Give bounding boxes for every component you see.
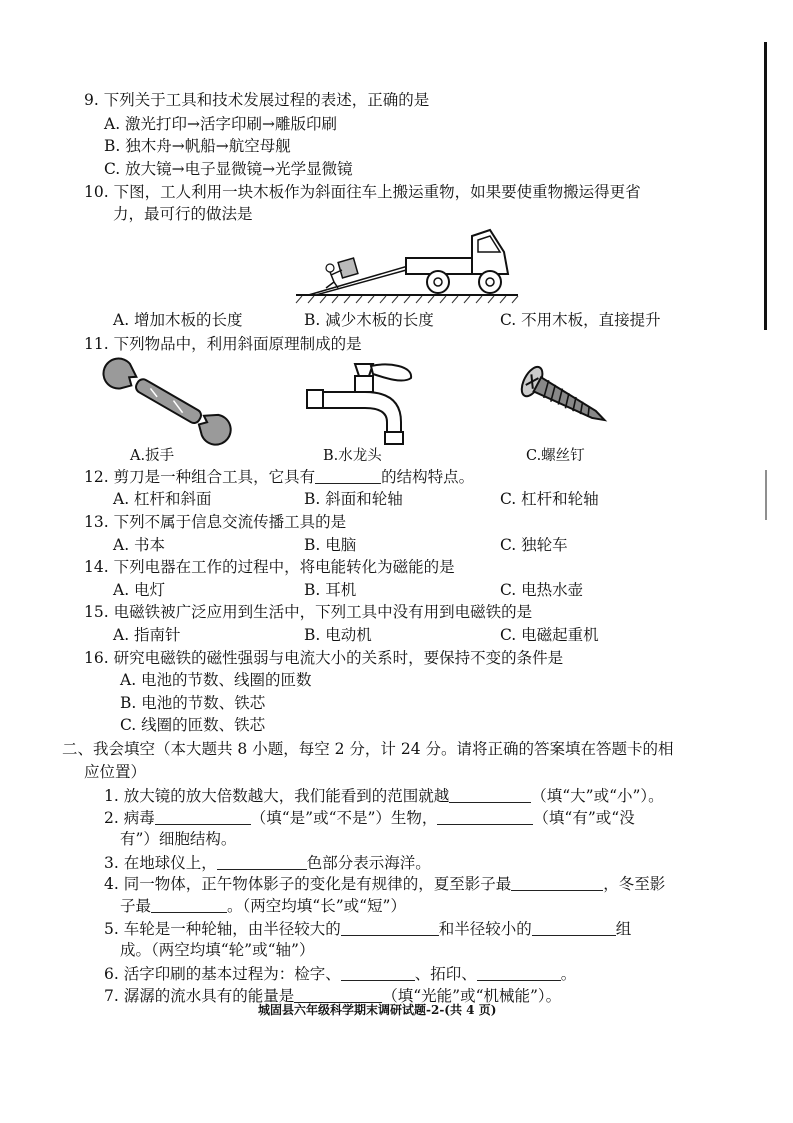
q13-stem: 13. 下列不属于信息交流传播工具的是 <box>84 513 347 531</box>
q15-option-c: C. 电磁起重机 <box>500 626 599 644</box>
q14-stem: 14. 下列电器在工作的过程中，将电能转化为磁能的是 <box>84 558 455 576</box>
fill-q1-blank[interactable] <box>449 788 531 803</box>
fill-q2-line2: 有”）细胞结构。 <box>120 830 237 848</box>
q11-option-b: B.水龙头 <box>323 448 382 464</box>
fill-q3-blank[interactable] <box>217 855 307 870</box>
truck-ramp-illustration <box>290 222 530 304</box>
q16-option-c: C. 线圈的匝数、铁芯 <box>120 716 266 734</box>
fill-q6-blank-1[interactable] <box>341 966 415 981</box>
q16-stem: 16. 研究电磁铁的磁性强弱与电流大小的关系时，要保持不变的条件是 <box>84 649 564 667</box>
q13-option-b: B. 电脑 <box>304 536 357 554</box>
q13-option-a: A. 书本 <box>113 536 166 554</box>
scan-edge-line-lower <box>765 470 767 520</box>
fill-q2 <box>104 810 635 827</box>
q14-option-a: A. 电灯 <box>113 581 166 599</box>
screw-icon <box>514 362 612 434</box>
q12-answer-blank[interactable] <box>315 469 381 484</box>
fill-q6-post: 。 <box>560 965 577 983</box>
fill-q5-line2: 成。（两空均填“轮”或“轴”） <box>120 941 315 959</box>
q10-stem-line1: 10. 下图，工人利用一块木板作为斜面往车上搬运重物，如果要使重物搬运得更省 <box>84 183 641 201</box>
wrench-icon <box>112 362 224 442</box>
fill-q4 <box>104 876 665 893</box>
fill-q7-blank[interactable] <box>294 988 382 1003</box>
fill-q2-mid: （填“是”或“不是”）生物， <box>250 809 438 827</box>
fill-q2-blank-2[interactable] <box>437 810 533 825</box>
fill-q2-post: （填“有”或“没 <box>533 809 635 827</box>
q10-option-c: C. 不用木板，直接提升 <box>500 311 661 329</box>
q12-option-c: C. 杠杆和轮轴 <box>500 490 599 508</box>
fill-q5 <box>104 921 631 938</box>
fill-q4-line2-pre: 子最 <box>120 897 152 915</box>
q14-option-b: B. 耳机 <box>304 581 357 599</box>
fill-q2-pre: 2. 病毒 <box>104 809 155 827</box>
fill-q4-line2 <box>120 898 406 915</box>
fill-q4-pre: 4. 同一物体，正午物体影子的变化是有规律的，夏至影子最 <box>104 875 512 893</box>
fill-q6-pre: 6. 活字印刷的基本过程为：检字、 <box>104 965 341 983</box>
q15-option-a: A. 指南针 <box>113 626 181 644</box>
fill-q4-line2-post: 。（两空均填“长”或“短”） <box>227 897 406 915</box>
fill-q4-blank-1[interactable] <box>511 876 603 891</box>
fill-q3-post: 色部分表示海洋。 <box>306 854 431 872</box>
q16-option-b: B. 电池的节数、铁芯 <box>120 694 266 712</box>
fill-q4-post: ，冬至影 <box>603 875 666 893</box>
q11-option-c: C.螺丝钉 <box>526 448 585 464</box>
q12-option-b: B. 斜面和轮轴 <box>304 490 403 508</box>
page-footer: 城固县六年级科学期末调研试题-2-(共 4 页) <box>258 1003 497 1017</box>
q15-option-b: B. 电动机 <box>304 626 372 644</box>
q10-option-b: B. 减少木板的长度 <box>304 311 434 329</box>
section2-heading-line2: 应位置） <box>84 763 147 781</box>
fill-q5-mid: 和半径较小的 <box>438 920 532 938</box>
fill-q1 <box>104 788 664 805</box>
fill-q1-pre: 1. 放大镜的放大倍数越大，我们能看到的范围就越 <box>104 787 450 805</box>
fill-q4-blank-2[interactable] <box>151 898 227 913</box>
fill-q6-mid: 、拓印、 <box>414 965 477 983</box>
q9-option-b: B. 独木舟→帆船→航空母舰 <box>104 137 291 155</box>
q10-option-a: A. 增加木板的长度 <box>113 311 243 329</box>
scan-edge-line <box>764 42 767 330</box>
fill-q3-pre: 3. 在地球仪上， <box>104 854 217 872</box>
q12-option-a: A. 杠杆和斜面 <box>113 490 212 508</box>
fill-q5-pre: 5. 车轮是一种轮轴，由半径较大的 <box>104 920 341 938</box>
q15-stem: 15. 电磁铁被广泛应用到生活中，下列工具中没有用到电磁铁的是 <box>84 603 533 621</box>
q9-option-a: A. 激光打印→活字印刷→雕版印刷 <box>104 115 338 133</box>
fill-q5-post: 组 <box>615 920 632 938</box>
q10-stem-line2: 力，最可行的做法是 <box>113 205 253 223</box>
fill-q6-blank-2[interactable] <box>477 966 561 981</box>
faucet-icon <box>305 360 417 446</box>
fill-q5-blank-2[interactable] <box>532 921 616 936</box>
q11-stem: 11. 下列物品中，利用斜面原理制成的是 <box>84 335 362 353</box>
fill-q7-post: （填“光能”或“机械能”）。 <box>382 987 562 1005</box>
q13-option-c: C. 独轮车 <box>500 536 568 554</box>
fill-q5-blank-1[interactable] <box>341 921 439 936</box>
fill-q2-blank-1[interactable] <box>155 810 251 825</box>
q9-stem: 9. 下列关于工具和技术发展过程的表述，正确的是 <box>84 91 430 109</box>
q12-stem <box>84 469 474 486</box>
q9-option-c: C. 放大镜→电子显微镜→光学显微镜 <box>104 160 353 178</box>
fill-q3 <box>104 855 431 872</box>
q12-stem-post: 的结构特点。 <box>381 468 475 486</box>
section2-heading-line1: 二、我会填空（本大题共 8 小题，每空 2 分，计 24 分。请将正确的答案填在答题卡的相 <box>62 740 674 758</box>
q14-option-c: C. 电热水壶 <box>500 581 584 599</box>
q12-stem-pre: 12. 剪刀是一种组合工具，它具有 <box>84 468 316 486</box>
fill-q6 <box>104 966 576 983</box>
q16-option-a: A. 电池的节数、线圈的匝数 <box>120 671 312 689</box>
fill-q7-pre: 7. 潺潺的流水具有的能量是 <box>104 987 295 1005</box>
fill-q1-post: （填“大”或“小”）。 <box>531 787 664 805</box>
q11-option-a: A.扳手 <box>130 448 175 464</box>
